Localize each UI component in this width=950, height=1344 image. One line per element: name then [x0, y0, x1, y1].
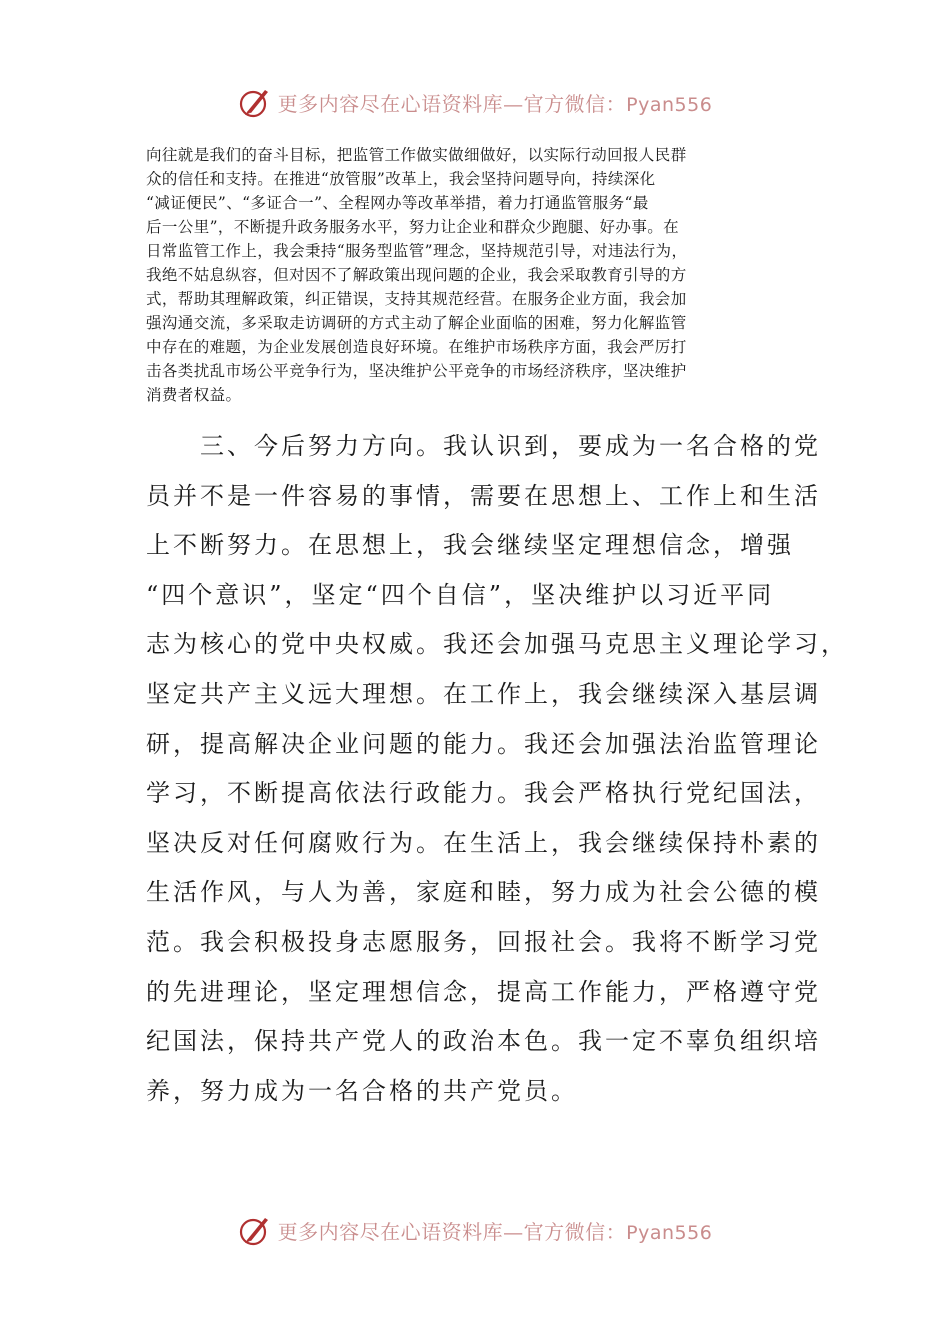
text-line: 范。我会积极投身志愿服务，回报社会。我将不断学习党 — [146, 927, 821, 956]
text-line: “减证便民”、“多证合一”、全程网办等改革举措，着力打通监管服务“最 — [146, 194, 649, 212]
text-line: 纪国法，保持共产党人的政治本色。我一定不辜负组织培 — [146, 1027, 821, 1056]
quill-pen-circle-icon — [238, 1213, 272, 1247]
text-line: 向往就是我们的奋斗目标，把监管工作做实做细做好，以实际行动回报人民群 — [146, 146, 687, 164]
watermark-text — [278, 1216, 713, 1245]
watermark-label: 更多内容尽在心语资料库—官方微信： — [277, 1219, 627, 1244]
watermark-wechat-id: Pyan556 — [626, 93, 713, 116]
text-line: 上不断努力。在思想上，我会继续坚定理想信念，增强 — [146, 531, 794, 560]
text-line: 日常监管工作上，我会秉持“服务型监管”理念，坚持规范引导，对违法行为， — [146, 242, 688, 260]
text-line: 坚定共产主义远大理想。在工作上，我会继续深入基层调 — [146, 679, 821, 708]
paragraph-small — [146, 143, 816, 407]
text-line: 消费者权益。 — [146, 386, 242, 404]
text-line: 志为核心的党中央权威。我还会加强马克思主义理论学习， — [146, 630, 848, 659]
text-line: “四个意识”，坚定“四个自信”，坚决维护以习近平同 — [146, 580, 775, 609]
watermark-wechat-id: Pyan556 — [626, 1221, 713, 1244]
text-line: 坚决反对任何腐败行为。在生活上，我会继续保持朴素的 — [146, 828, 821, 857]
text-line: 我绝不姑息纵容，但对因不了解政策出现问题的企业，我会采取教育引导的方 — [146, 266, 687, 284]
footer-watermark — [0, 1210, 950, 1250]
text-line: 三、今后努力方向。我认识到，要成为一名合格的党 — [146, 432, 821, 460]
header-watermark — [0, 82, 950, 122]
text-line: 养，努力成为一名合格的共产党员。 — [146, 1076, 578, 1105]
text-line: 学习，不断提高依法行政能力。我会严格执行党纪国法， — [146, 779, 821, 808]
text-line: 中存在的难题，为企业发展创造良好环境。在维护市场秩序方面，我会严厉打 — [146, 338, 687, 356]
quill-pen-circle-icon — [238, 85, 272, 119]
text-line: 众的信任和支持。在推进“放管服”改革上，我会坚持问题导向，持续深化 — [146, 170, 656, 188]
watermark-text — [278, 88, 713, 117]
text-line: 后一公里”，不断提升政务服务水平，努力让企业和群众少跑腿、好办事。在 — [146, 218, 680, 236]
text-line: 式，帮助其理解政策，纠正错误，支持其规范经营。在服务企业方面，我会加 — [146, 290, 687, 308]
watermark-label: 更多内容尽在心语资料库—官方微信： — [277, 91, 627, 116]
text-line: 生活作风，与人为善，家庭和睦，努力成为社会公德的模 — [146, 878, 821, 907]
text-line: 员并不是一件容易的事情，需要在思想上、工作上和生活 — [146, 481, 821, 510]
text-line: 研，提高解决企业问题的能力。我还会加强法治监管理论 — [146, 729, 821, 758]
text-line: 强沟通交流，多采取走访调研的方式主动了解企业面临的困难，努力化解监管 — [146, 314, 687, 332]
text-line: 击各类扰乱市场公平竞争行为，坚决维护公平竞争的市场经济秩序，坚决维护 — [146, 362, 687, 380]
text-line: 的先进理论，坚定理想信念，提高工作能力，严格遵守党 — [146, 977, 821, 1006]
paragraph-large — [146, 422, 848, 1116]
